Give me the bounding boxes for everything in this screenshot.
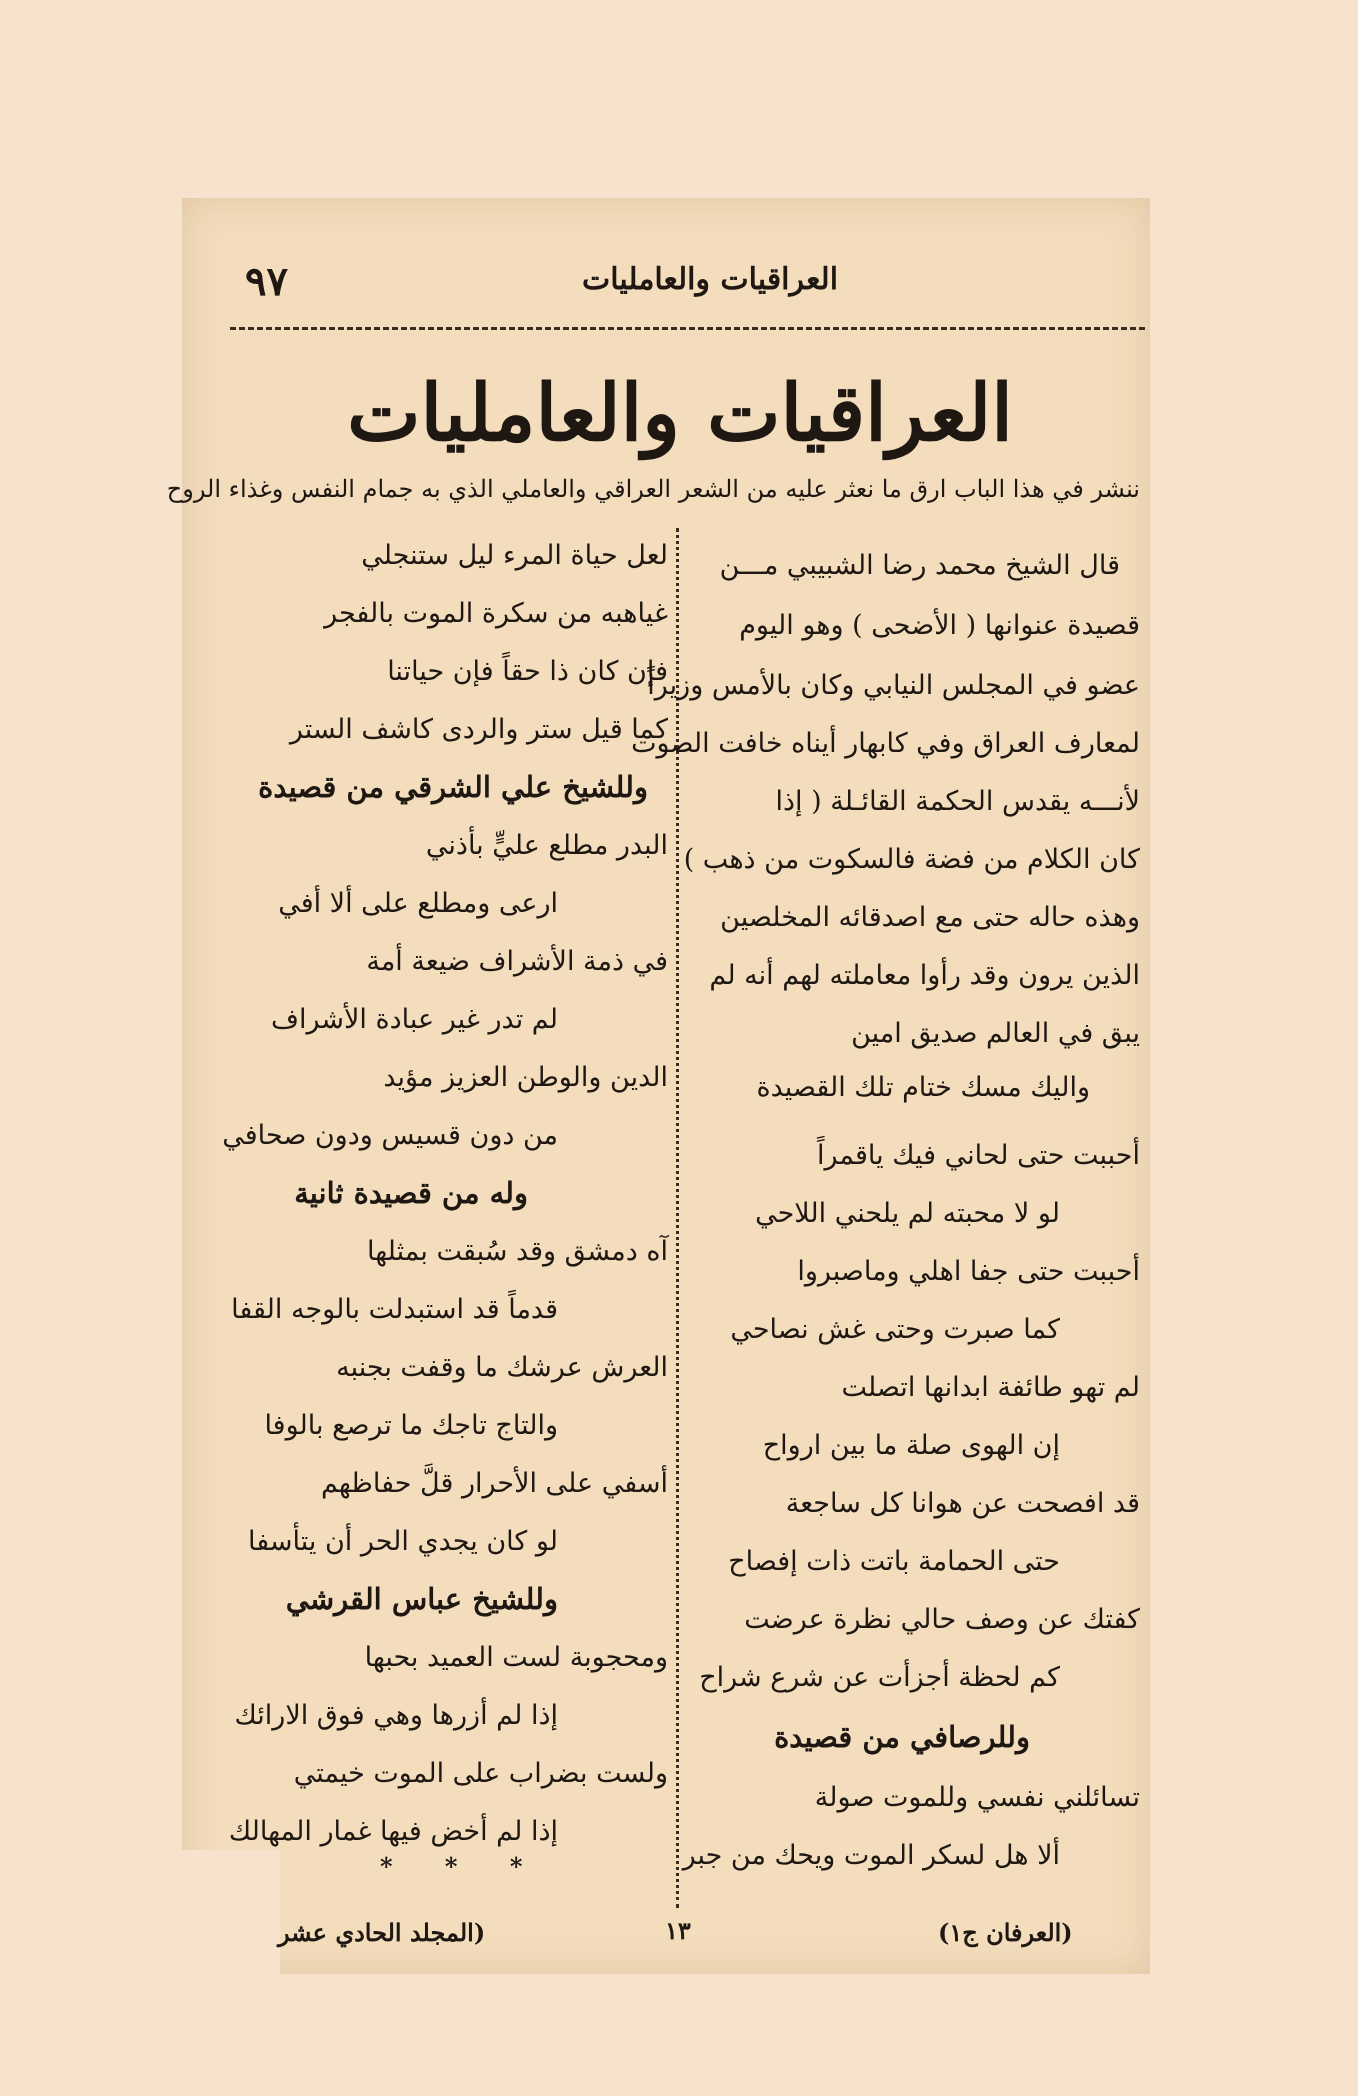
verse-line: كم لحظة أجزأت عن شرع شراح — [699, 1662, 1060, 1693]
poet-heading: وللشيخ عباس القرشي — [285, 1582, 558, 1616]
verse-line: ومحجوبة لست العميد بحبها — [364, 1642, 668, 1673]
text-line: وهذه حاله حتى مع اصدقائه المخلصين — [720, 902, 1140, 933]
poet-heading: وله من قصيدة ثانية — [294, 1176, 528, 1210]
section-end-stars: * * * — [380, 1852, 545, 1881]
page-number: ٩٧ — [245, 258, 288, 305]
paper-torn-corner — [182, 1850, 280, 1974]
verse-line: حتى الحمامة باتت ذات إفصاح — [728, 1546, 1060, 1577]
verse-line: ارعى ومطلع على ألا أفي — [278, 888, 558, 919]
poet-heading: وللشيخ علي الشرقي من قصيدة — [258, 770, 648, 804]
section-title: العراقيات والعامليات — [347, 368, 1013, 459]
verse-line: الدين والوطن العزيز مؤيد — [383, 1062, 668, 1093]
verse-line: كفتك عن وصف حالي نظرة عرضت — [744, 1604, 1140, 1635]
verse-line: ألا هل لسكر الموت ويحك من جبر — [682, 1840, 1060, 1871]
verse-line: قد افصحت عن هوانا كل ساجعة — [785, 1488, 1140, 1519]
verse-line: البدر مطلع عليٍّ بأذني — [425, 830, 668, 861]
verse-line: إن الهوى صلة ما بين ارواح — [762, 1430, 1060, 1461]
verse-line: لم تدر غير عبادة الأشراف — [271, 1004, 558, 1035]
verse-line: إذا لم أزرها وهي فوق الارائك — [234, 1700, 558, 1731]
text-line: واليك مسك ختام تلك القصيدة — [756, 1072, 1090, 1103]
footer-volume: (المجلد الحادي عشر — [278, 1918, 486, 1947]
verse-line: أسفي على الأحرار قلَّ حفاظهم — [320, 1468, 668, 1499]
verse-line: لو لا محبته لم يلحني اللاحي — [755, 1198, 1060, 1229]
verse-line: آه دمشق وقد سُبقت بمثلها — [366, 1236, 668, 1267]
verse-line: من دون قسيس ودون صحافي — [222, 1120, 558, 1151]
text-line: يبق في العالم صديق امين — [851, 1018, 1140, 1049]
running-header: العراقيات والعامليات — [581, 262, 839, 297]
footer-signature-number: ١٣ — [665, 1916, 691, 1945]
footer-journal: (العرفان ج١) — [938, 1918, 1073, 1947]
text-line: قال الشيخ محمد رضا الشبيبي مـــن — [719, 550, 1120, 581]
section-intro: ننشر في هذا الباب ارق ما نعثر عليه من الشعر العراقي والعاملي الذي به جمام النفس وغذاء الروح — [166, 475, 1140, 503]
verse-line: كما قيل ستر والردى كاشف الستر — [289, 714, 668, 745]
verse-line: كما صبرت وحتى غش نصاحي — [730, 1314, 1060, 1345]
verse-line: لعل حياة المرء ليل ستنجلي — [361, 540, 668, 571]
verse-line: لو كان يجدي الحر أن يتأسفا — [247, 1526, 558, 1557]
verse-line: ولست بضراب على الموت خيمتي — [293, 1758, 668, 1789]
text-line: لأنـــه يقدس الحكمة القائـلة ( إذا — [775, 786, 1140, 817]
verse-line: فإن كان ذا حقاً فإن حياتنا — [387, 656, 668, 687]
poet-heading: وللرصافي من قصيدة — [774, 1720, 1030, 1754]
verse-line: أحببت حتى لحاني فيك ياقمراً — [816, 1140, 1140, 1171]
verse-line: العرش عرشك ما وقفت بجنبه — [336, 1352, 668, 1383]
verse-line: والتاج تاجك ما ترصع بالوفا — [264, 1410, 558, 1441]
verse-line: في ذمة الأشراف ضيعة أمة — [366, 946, 668, 977]
verse-line: غياهبه من سكرة الموت بالفجر — [324, 598, 668, 629]
text-line: عضو في المجلس النيابي وكان بالأمس وزيراً — [647, 670, 1140, 701]
text-line: الذين يرون وقد رأوا معاملته لهم أنه لم — [709, 960, 1140, 991]
verse-line: لم تهو طائفة ابدانها اتصلت — [841, 1372, 1140, 1403]
verse-line: إذا لم أخض فيها غمار المهالك — [228, 1816, 558, 1847]
verse-line: قدماً قد استبدلت بالوجه القفا — [231, 1294, 558, 1325]
text-line: كان الكلام من فضة فالسكوت من ذهب ) — [683, 844, 1140, 875]
verse-line: أحببت حتى جفا اهلي وماصبروا — [797, 1256, 1140, 1287]
verse-line: تسائلني نفسي وللموت صولة — [814, 1782, 1140, 1813]
text-line: لمعارف العراق وفي كابهار أيناه خافت الصوت — [631, 728, 1140, 759]
text-line: قصيدة عنوانها ( الأضحى ) وهو اليوم — [739, 610, 1140, 641]
